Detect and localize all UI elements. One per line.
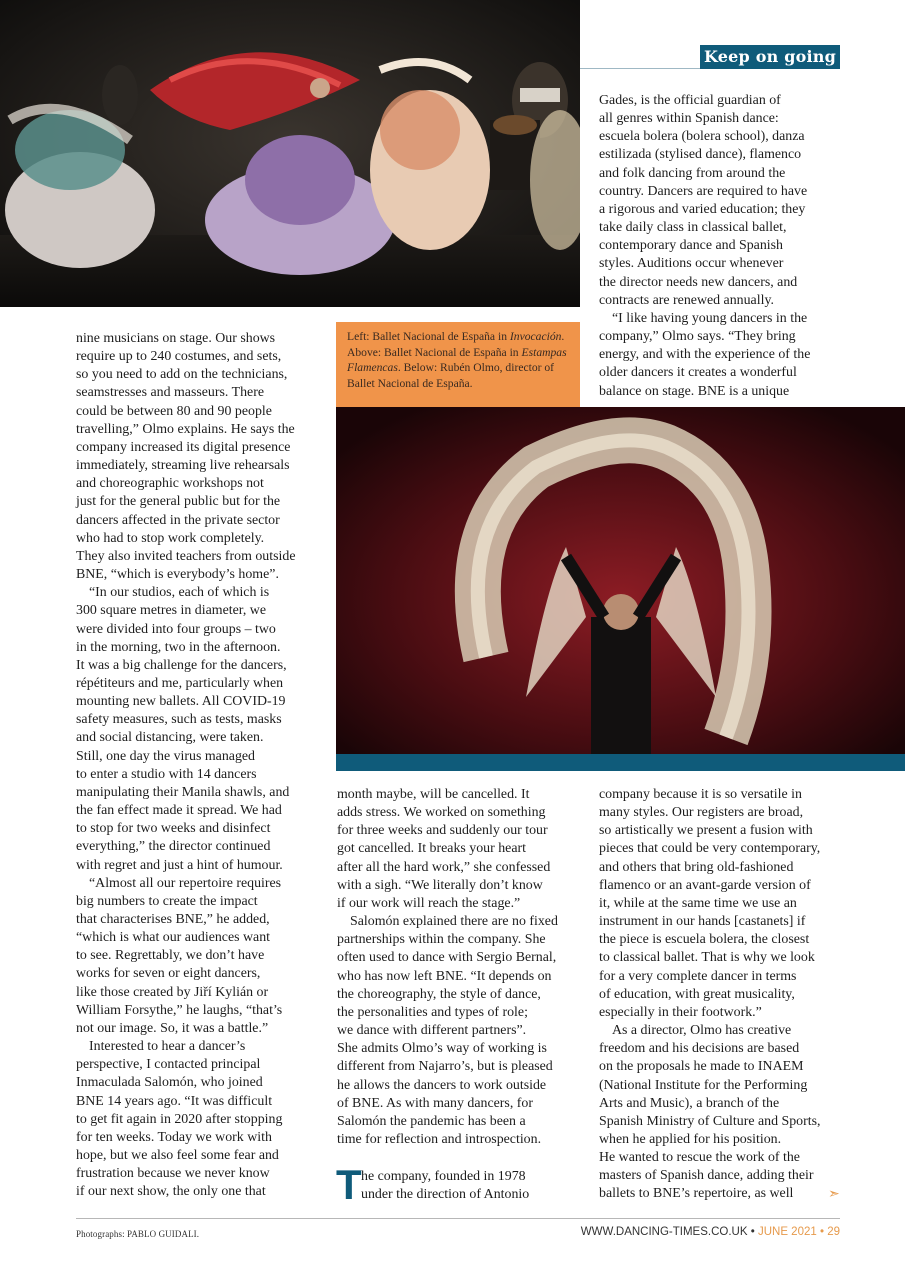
section-tag: Keep on going: [700, 45, 840, 69]
text-line: the fan effect made it spread. We had: [76, 803, 282, 819]
text-line: the personalities and types of role;: [337, 1004, 528, 1020]
text-line: big numbers to create the impact: [76, 893, 258, 909]
site-url: WWW.DANCING-TIMES.CO.UK: [580, 1226, 748, 1238]
top-stage-photo: [0, 0, 580, 307]
text-line: 300 square metres in diameter, we: [76, 603, 266, 619]
issue-date: JUNE 2021: [757, 1226, 817, 1238]
text-line: everything,” the director continued: [76, 839, 271, 855]
caption-part: . Above: Ballet Nacional de España in: [347, 330, 565, 359]
text-line: like those created by Jiří Kylián or: [76, 984, 269, 1000]
text-line: répétiteurs and me, particularly when: [76, 675, 284, 691]
text-line: and others that bring old-fashioned: [599, 859, 794, 875]
text-line: when he applied for his position.: [599, 1131, 782, 1147]
text-line: estilizada (stylised dance), flamenco: [599, 147, 802, 163]
drop-cap: T: [336, 1161, 362, 1208]
text-line: perspective, I contacted principal: [76, 1057, 261, 1073]
text-line: different from Najarro’s, but is pleased: [337, 1059, 553, 1075]
separator: •: [750, 1226, 755, 1238]
text-line: Arts and Music), a branch of the: [599, 1095, 780, 1111]
text-line: of education, with great musicality,: [599, 986, 795, 1002]
text-line: so artistically we present a fusion with: [599, 823, 813, 839]
text-line: of BNE. As with many dancers, for: [337, 1095, 533, 1111]
text-line: often used to dance with Sergio Bernal,: [337, 950, 557, 966]
text-line: BNE 14 years ago. “It was difficult: [76, 1093, 273, 1109]
text-line: Gades, is the official guardian of: [599, 93, 781, 108]
text-line: dancers affected in the private sector: [76, 512, 280, 528]
text-line: mounting new ballets. All COVID-19: [76, 694, 286, 710]
text-line: just for the general public but for the: [76, 494, 281, 510]
text-line: hope, but we also feel some fear and: [76, 1148, 279, 1164]
text-line: masters of Spanish dance, adding their: [599, 1168, 814, 1184]
text-line: flamenco or an avant-garde version of: [599, 877, 811, 893]
text-line: if our work will reach the stage.”: [337, 895, 521, 911]
text-line: in the morning, two in the afternoon.: [76, 639, 281, 655]
text-line: could be between 80 and 90 people: [76, 403, 272, 419]
text-line: Salomón the pandemic has been a: [337, 1113, 526, 1129]
text-line: require up to 240 costumes, and sets,: [76, 349, 282, 365]
text-line: “In our studios, each of which is: [89, 585, 270, 601]
text-line: Spanish Ministry of Culture and Sports,: [599, 1113, 821, 1129]
text-line: he allows the dancers to work outside: [337, 1077, 547, 1093]
text-line: As a director, Olmo has creative: [612, 1023, 792, 1039]
text-line: we dance with different partners”.: [337, 1023, 527, 1039]
text-line: for ten weeks. Today we work with: [76, 1129, 272, 1145]
text-line: instrument in our hands [castanets] if: [599, 914, 806, 930]
text-line: (National Institute for the Performing: [599, 1077, 808, 1093]
dropcap-line-2: under the direction of Antonio: [361, 1187, 530, 1202]
text-line: pieces that could be very contemporary,: [599, 841, 821, 857]
text-line: frustration because we never know: [76, 1166, 270, 1182]
text-line: escuela bolera (bolera school), danza: [599, 129, 805, 145]
text-line: Salomón explained there are no fixed: [350, 914, 558, 930]
text-line: many styles. Our registers are broad,: [599, 805, 804, 821]
text-line: to classical ballet. That is why we look: [599, 950, 815, 966]
text-line: works for seven or eight dancers,: [76, 966, 261, 982]
column-left: [76, 330, 321, 1202]
text-line: the piece is escuela bolera, the closest: [599, 932, 810, 948]
text-line: William Forsythe,” he laughs, “that’s: [76, 1002, 283, 1018]
text-line: on the proposals he made to INAEM: [599, 1059, 804, 1075]
text-line: month maybe, will be cancelled. It: [337, 787, 530, 802]
text-line: and choreographic workshops not: [76, 476, 264, 492]
text-line: so you need to add on the technicians,: [76, 367, 288, 383]
text-line: the director needs new dancers, and: [599, 274, 798, 290]
page-number: 29: [827, 1226, 840, 1238]
footer-folio: [581, 1226, 840, 1238]
text-line: contemporary dance and Spanish: [599, 238, 783, 254]
text-line: it, while at the same time we use an: [599, 895, 797, 911]
text-line: Interested to hear a dancer’s: [89, 1039, 246, 1055]
text-line: “I like having young dancers in the: [612, 310, 808, 326]
text-line: nine musicians on stage. Our shows: [76, 331, 276, 346]
text-line: to enter a studio with 14 dancers: [76, 766, 257, 782]
text-line: ballets to BNE’s repertoire, as well: [599, 1186, 794, 1202]
dropcap-line-1: he company, founded in 1978: [361, 1169, 526, 1184]
text-line: got cancelled. It breaks your heart: [337, 841, 526, 857]
text-line: if our next show, the only one that: [76, 1184, 266, 1200]
separator: •: [819, 1226, 824, 1238]
text-line: They also invited teachers from outside: [76, 548, 296, 564]
text-line: were divided into four groups – two: [76, 621, 276, 637]
column-right-top: [599, 92, 844, 401]
column-right-bottom: [599, 786, 844, 1204]
text-line: manipulating their Manila shawls, and: [76, 784, 290, 800]
text-line: energy, and with the experience of the: [599, 347, 811, 363]
text-line: balance on stage. BNE is a unique: [599, 383, 790, 399]
text-line: contracts are renewed annually.: [599, 292, 774, 308]
text-line: styles. Auditions occur whenever: [599, 256, 784, 272]
text-line: and social distancing, were taken.: [76, 730, 264, 746]
text-line: immediately, streaming live rehearsals: [76, 458, 290, 474]
text-line: for three weeks and suddenly our tour: [337, 823, 548, 839]
text-line: all genres within Spanish dance:: [599, 111, 779, 127]
photo-band: [336, 754, 905, 771]
text-line: Inmaculada Salomón, who joined: [76, 1075, 263, 1091]
text-line: travelling,” Olmo explains. He says the: [76, 421, 295, 437]
text-line: time for reflection and introspection.: [337, 1131, 542, 1147]
text-line: BNE, “which is everybody’s home”.: [76, 567, 279, 583]
text-line: a rigorous and varied education; they: [599, 201, 806, 217]
text-line: “Almost all our repertoire requires: [89, 875, 282, 891]
text-line: country. Dancers are required to have: [599, 183, 808, 199]
text-line: adds stress. We worked on something: [337, 805, 546, 821]
text-line: to get fit again in 2020 after stopping: [76, 1111, 283, 1127]
text-line: and folk dancing from around the: [599, 165, 786, 181]
text-line: older dancers it creates a wonderful: [599, 365, 797, 381]
text-line: to see. Regrettably, we don’t have: [76, 948, 265, 964]
photo-credit: Photographs: PABLO GUIDALI.: [76, 1229, 200, 1239]
text-line: company,” Olmo says. “They bring: [599, 329, 796, 345]
caption-title: Invocación: [509, 330, 562, 343]
text-line: with regret and just a hint of humour.: [76, 857, 283, 873]
text-line: who had to stop work completely.: [76, 530, 265, 546]
text-line: seamstresses and masseurs. There: [76, 385, 264, 401]
text-line: who has now left BNE. “It depends on: [337, 968, 552, 984]
text-line: Still, one day the virus managed: [76, 748, 255, 764]
column-middle: [337, 786, 582, 1149]
photo-caption: [336, 322, 580, 407]
text-line: He wanted to rescue the work of the: [599, 1150, 800, 1166]
text-line: She admits Olmo’s way of working is: [337, 1041, 547, 1057]
text-line: the choreography, the style of dance,: [337, 986, 541, 1002]
text-line: freedom and his decisions are based: [599, 1041, 800, 1057]
text-line: to stop for two weeks and disinfect: [76, 821, 271, 837]
text-line: that characterises BNE,” he added,: [76, 912, 270, 927]
text-line: take daily class in classical ballet,: [599, 220, 787, 236]
text-line: especially in their footwork.”: [599, 1004, 762, 1020]
caption-part: . Below: Rubén Olmo, director of Ballet Nacional de España.: [347, 361, 555, 390]
middle-dancer-photo: [336, 407, 905, 754]
text-line: safety measures, such as tests, masks: [76, 712, 282, 728]
text-line: for a very complete dancer in terms: [599, 968, 797, 984]
caption-title: Estampas Flamencas: [347, 345, 567, 374]
footer-rule: [76, 1218, 840, 1219]
text-line: with a sigh. “We literally don’t know: [337, 877, 543, 893]
text-line: partnerships within the company. She: [337, 932, 546, 948]
caption-part: Left: Ballet Nacional de España in: [347, 330, 510, 343]
text-line: company increased its digital presence: [76, 439, 291, 455]
text-line: It was a big challenge for the dancers,: [76, 657, 287, 673]
continue-arrow-icon: ➣: [828, 1186, 840, 1202]
text-line: company because it is so versatile in: [599, 787, 802, 802]
text-line: “which is what our audiences want: [76, 930, 271, 946]
text-line: not our image. So, it was a battle.”: [76, 1020, 269, 1036]
text-line: after all the hard work,” she confessed: [337, 859, 551, 875]
